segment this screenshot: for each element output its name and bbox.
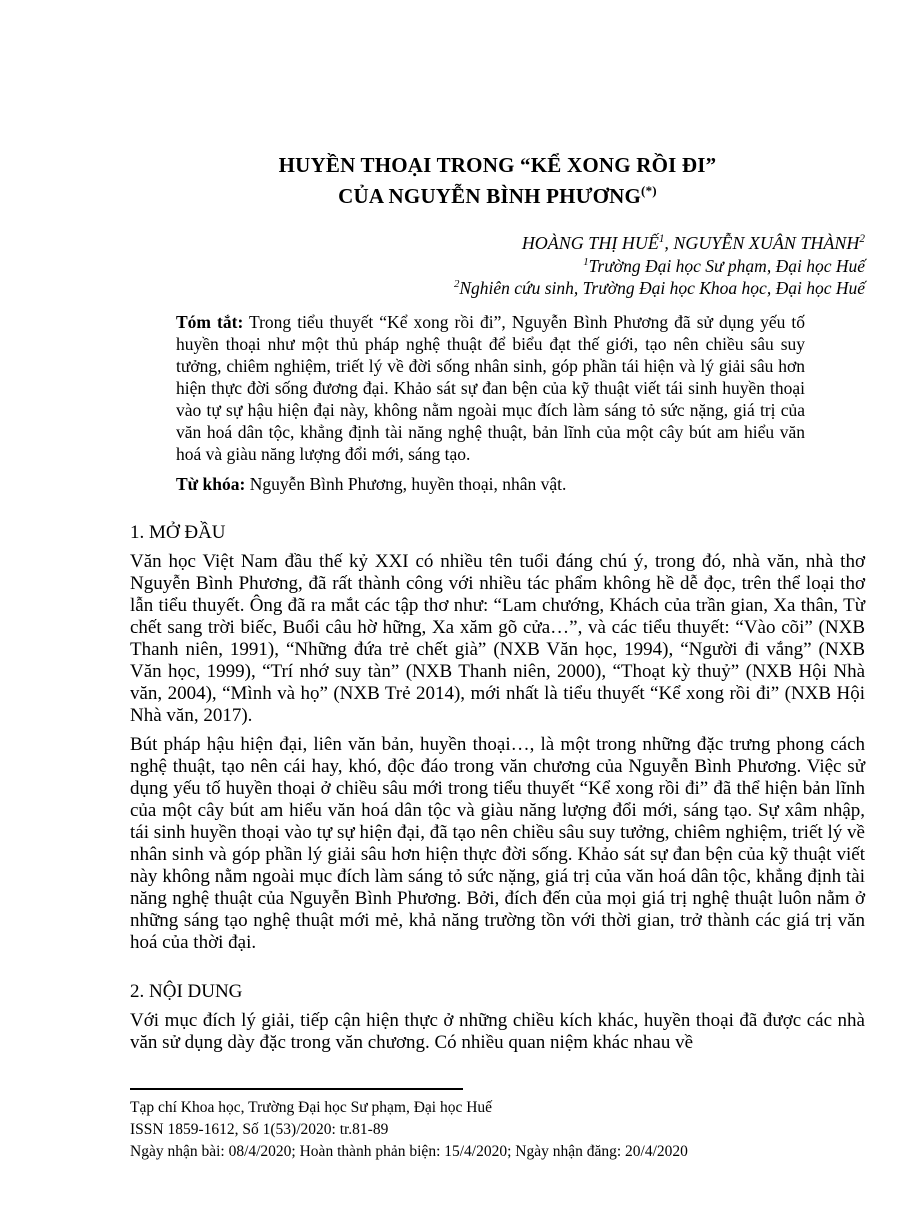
- affiliation-line-1: [130, 255, 865, 277]
- keywords-text: Nguyễn Bình Phương, huyền thoại, nhân vật.: [249, 474, 567, 494]
- affiliation-2-superscript: 2: [453, 278, 460, 291]
- footer-issn-line: ISSN 1859-1612, Số 1(53)/2020: tr.81-89: [130, 1121, 389, 1138]
- footer-dates-line: Ngày nhận bài: 08/4/2020; Hoàn thành phản biện: 15/4/2020; Ngày nhận đăng: 20/4/2020: [130, 1143, 688, 1160]
- paragraph-1-2: Bút pháp hậu hiện đại, liên văn bản, huyền thoại…, là một trong những đặc trưng phong cách nghệ thuật, tạo nên cái hay, khó, độc đáo trong văn chương của Nguyễn Bình Phương. Việc sử dụng yếu tố huyền thoại ở chiều sâu mới trong tiểu thuyết “Kể xong rồi đi” đã thể hiện bản lĩnh của một cây bút am hiểu văn hoá dân tộc và giàu năng lượng đổi mới, sáng tạo. Sự xâm nhập, tái sinh huyền thoại vào tự sự hiện đại, đã tạo nên chiều sâu suy tưởng, chiêm nghiệm, triết lý về nhân sinh và góp phần lý giải sâu hơn hiện thực đời sống. Khảo sát sự đan bện của kỹ thuật viết này không nằm ngoài mục đích làm sáng tỏ sức nặng, giá trị của văn hoá dân tộc, khẳng định tài năng nghệ thuật của Nguyễn Bình Phương. Bởi, đích đến của mọi giá trị nghệ thuật luôn nằm ở những sáng tạo nghệ thuật mới mẻ, khả năng trường tồn với thời gian, trở thành các giá trị văn hoá của thời đại.: [130, 734, 865, 953]
- article-title: [130, 150, 865, 212]
- article-title-line2: [130, 181, 865, 212]
- keywords-label: Từ khóa:: [176, 474, 246, 494]
- author-name-1: HOÀNG THỊ HUẾ: [521, 233, 659, 253]
- page-footnote: [130, 1088, 865, 1163]
- byline-separator: ,: [664, 233, 674, 253]
- title-footnote-marker: (*): [641, 183, 657, 198]
- article-title-line1: HUYỀN THOẠI TRONG “KỂ XONG RỒI ĐI”: [278, 153, 717, 177]
- affiliation-2-text: Nghiên cứu sinh, Trường Đại học Khoa học, Đại học Huế: [459, 278, 865, 298]
- article-title-line2-text: CỦA NGUYỄN BÌNH PHƯƠNG: [338, 184, 642, 208]
- section-heading-1: 1. MỞ ĐẦU: [130, 522, 226, 543]
- abstract-label: Tóm tắt:: [176, 312, 244, 332]
- affiliation-1-text: Trường Đại học Sư phạm, Đại học Huế: [588, 256, 865, 276]
- section-heading-2: 2. NỘI DUNG: [130, 981, 243, 1002]
- footnote-rule: [130, 1088, 463, 1090]
- keywords: [176, 473, 805, 495]
- author-1-superscript: 1: [658, 233, 665, 245]
- paragraph-2-1: Với mục đích lý giải, tiếp cận hiện thực ở những chiều kích khác, huyền thoại đã được các nhà văn sử dụng dày đặc trong văn chương. Có nhiều quan niệm khác nhau về: [130, 1010, 865, 1053]
- abstract: [176, 311, 805, 465]
- affiliation-line-2: [130, 277, 865, 299]
- paragraph-1-1: Văn học Việt Nam đầu thế kỷ XXI có nhiều tên tuổi đáng chú ý, trong đó, nhà văn, nhà thơ Nguyễn Bình Phương, đã rất thành công với nhiều tác phẩm không hề dễ đọc, trên thể loại thơ lẫn tiểu thuyết. Ông đã ra mắt các tập thơ như: “Lam chướng, Khách của trần gian, Xa thân, Từ chết sang trời biếc, Buổi câu hờ hững, Xa xăm gõ cửa…”, và các tiểu thuyết: “Vào cõi” (NXB Thanh niên, 1991), “Những đứa trẻ chết già” (NXB Văn học, 1994), “Người đi vắng” (NXB Văn học, 1999), “Trí nhớ suy tàn” (NXB Thanh niên, 2000), “Thoạt kỳ thuỷ” (NXB Hội Nhà văn, 2004), “Mình và họ” (NXB Trẻ 2014), mới nhất là tiểu thuyết “Kể xong rồi đi” (NXB Hội Nhà văn, 2017).: [130, 551, 865, 726]
- abstract-text: Trong tiểu thuyết “Kể xong rồi đi”, Nguyễn Bình Phương đã sử dụng yếu tố huyền thoại như một thủ pháp nghệ thuật để biểu đạt thế giới, tạo nên chiều sâu suy tưởng, chiêm nghiệm, triết lý về đời sống nhân sinh, góp phần tái hiện và lý giải sâu hơn hiện thực đời sống đương đại. Khảo sát sự đan bện của kỹ thuật viết tái sinh huyền thoại vào tự sự hậu hiện đại này, không nằm ngoài mục đích làm sáng tỏ sức nặng, giá trị của văn hoá dân tộc, khẳng định tài năng nghệ thuật, bản lĩnh của một cây bút am hiểu văn hoá và giàu năng lượng đổi mới, sáng tạo.: [176, 312, 805, 464]
- author-name-2: NGUYỄN XUÂN THÀNH: [673, 233, 860, 253]
- affiliation-1-superscript: 1: [583, 256, 589, 269]
- author-2-superscript: 2: [859, 233, 865, 245]
- page-content: [130, 0, 865, 1054]
- footer-journal-line: Tạp chí Khoa học, Trường Đại học Sư phạm, Đại học Huế: [130, 1099, 493, 1116]
- byline: [130, 232, 865, 255]
